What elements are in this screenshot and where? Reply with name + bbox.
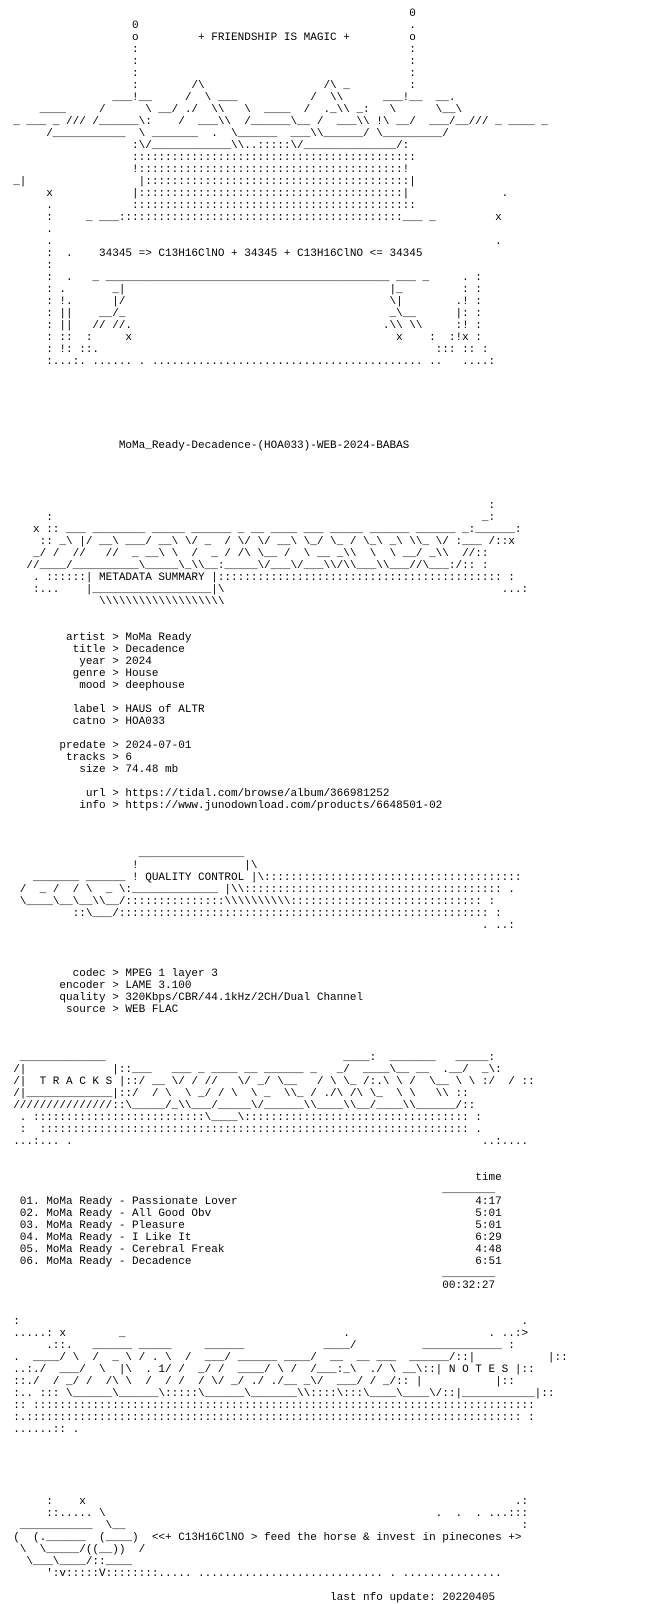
nfo-line: : . _| |_ : : — [0, 284, 482, 296]
nfo-line — [0, 1292, 648, 1304]
nfo-line — [0, 464, 648, 476]
nfo-line: ...:... . ..:.... — [0, 1136, 529, 1148]
nfo-line — [0, 1448, 648, 1460]
nfo-line: \ \_____/((__)) / — [0, 1544, 146, 1556]
nfo-line: ':v:::::V::::::::..... ............................ . ............... — [0, 1568, 502, 1580]
nfo-line: . ::::::::::::::::::::::::::::::::::::::::::: — [0, 200, 416, 212]
nfo-line: ___________ \__ : — [0, 1520, 529, 1532]
nfo-line: ____ / \ __/ ./ \\ \ ____ / ._\\ _: \ \__\ — [0, 104, 463, 116]
nfo-line: . . — [0, 236, 502, 248]
nfo-line: : /\ /\ _ : — [0, 80, 416, 92]
nfo-line: :: :::::::::::::::::::::::::::::::::::::::::::::::::::::::::::::::::::::::::::: — [0, 1400, 535, 1412]
nfo-line — [0, 368, 648, 380]
nfo-line: ::::::::::::::::::::::::::::::::::::::::::: — [0, 152, 416, 164]
nfo-line: quality > 320Kbps/CBR/44.1kHz/2CH/Dual Channel — [0, 992, 364, 1004]
nfo-line: . — [0, 224, 53, 236]
nfo-line: 01. MoMa Ready - Passionate Lover 4:17 — [0, 1196, 502, 1208]
nfo-line: ......:: . — [0, 1424, 80, 1436]
nfo-line — [0, 1028, 648, 1040]
nfo-line: :\/____________\\..:::::\/______________/: — [0, 140, 410, 152]
nfo-line: time — [0, 1172, 502, 1184]
nfo-line — [0, 836, 648, 848]
nfo-line: _____________ ____: _______ _____: — [0, 1052, 496, 1064]
nfo-line — [0, 1160, 648, 1172]
nfo-line — [0, 1580, 648, 1592]
nfo-line: .::. ______ _____ ______ ____/ ____________ : — [0, 1340, 515, 1352]
nfo-line — [0, 476, 648, 488]
nfo-line — [0, 380, 648, 392]
nfo-line — [0, 1148, 648, 1160]
nfo-line: : : — [0, 44, 416, 56]
nfo-line: : || // //. .\\ \\ :! : — [0, 320, 482, 332]
nfo-line — [0, 620, 648, 632]
nfo-line: _| |::::::::::::::::::::::::::::::::::::::::| — [0, 176, 416, 188]
nfo-line — [0, 824, 648, 836]
nfo-line: mood > deephouse — [0, 680, 185, 692]
nfo-line — [0, 1436, 648, 1448]
nfo-line — [0, 944, 648, 956]
nfo-line: .....: x _ . . ..:> — [0, 1328, 529, 1340]
nfo-line: 00:32:27 — [0, 1280, 496, 1292]
nfo-line: : — [0, 260, 53, 272]
nfo-line — [0, 956, 648, 968]
nfo-line — [0, 1040, 648, 1052]
nfo-line: x |::::::::::::::::::::::::::::::::::::::::| . — [0, 188, 509, 200]
nfo-line: source > WEB FLAC — [0, 1004, 179, 1016]
nfo-line: /___________ \ _______ . \______ ___\\______/ \_________/ — [0, 128, 449, 140]
nfo-line: 0 — [0, 8, 416, 20]
nfo-line: /| T R A C K S |::/ __ \/ / // \/ _/ \__ / \ \_ /:.\ \ / \__ \ \ :/ / :: — [0, 1076, 535, 1088]
nfo-line: . ::::::::::::::::::::::::::\____\:::::::::::::::::::::::::::::::::: : — [0, 1112, 482, 1124]
nfo-line: encoder > LAME 3.100 — [0, 980, 192, 992]
nfo-line: genre > House — [0, 668, 159, 680]
nfo-line: 0 . — [0, 20, 416, 32]
nfo-line: artist > MoMa Ready — [0, 632, 192, 644]
nfo-line: label > HAUS of ALTR — [0, 704, 205, 716]
nfo-line: : ::::::::::::::::::::::::::::::::::::::::::::::::::::::::::::::::: . — [0, 1124, 482, 1136]
nfo-line: : : — [0, 56, 416, 68]
nfo-line: title > Decadence — [0, 644, 185, 656]
nfo-line: last nfo update: 20220405 — [0, 1592, 496, 1604]
nfo-line: predate > 2024-07-01 — [0, 740, 192, 752]
nfo-line — [0, 1304, 648, 1316]
nfo-line: o + FRIENDSHIP IS MAGIC + o — [0, 32, 416, 44]
nfo-line: ( (.______ (____) <<+ C13H16ClNO > feed the horse & invest in pinecones +> — [0, 1532, 522, 1544]
nfo-line — [0, 404, 648, 416]
nfo-line — [0, 692, 648, 704]
nfo-line: : — [0, 500, 496, 512]
nfo-line — [0, 1472, 648, 1484]
nfo-line — [0, 1484, 648, 1496]
nfo-line: /|_____________|::/ / \ \ _/ / \ \ _ \\_ / ./\ /\ \_ \ \ \\ :: — [0, 1088, 469, 1100]
nfo-line: . ::::::| METADATA SUMMARY |::::::::::::::::::::::::::::::::::::::::::: : — [0, 572, 515, 584]
nfo-line: ________ — [0, 1184, 496, 1196]
nfo-line — [0, 1460, 648, 1472]
nfo-line: //____/__________\_____\_\\__:_____\/___\/___\\/\\___\\___//\___:/:: : — [0, 560, 489, 572]
nfo-line: / _ / / \ _ \:_____________ |\\::::::::::::::::::::::::::::::::::::::: . — [0, 884, 515, 896]
nfo-line: 02. MoMa Ready - All Good Obv 5:01 — [0, 1208, 502, 1220]
nfo-line: _/ / // // _ __\ \ / _ / /\ \__ / \ __ _\\ \ \ __/ _\\ //:: — [0, 548, 489, 560]
nfo-line: \\\\\\\\\\\\\\\\\\\ — [0, 596, 225, 608]
nfo-line: year > 2024 — [0, 656, 152, 668]
nfo-line: :: _\ |/ __\ ___/ __\ \/ _ / \/ \/ __\ \_/ \_ / \_\ _\ \\_ \/ :___ /::x — [0, 536, 515, 548]
nfo-line: codec > MPEG 1 layer 3 — [0, 968, 218, 980]
nfo-text-block — [0, 8, 648, 1604]
nfo-line — [0, 608, 648, 620]
nfo-line: url > https://tidal.com/browse/album/366981252 — [0, 788, 390, 800]
nfo-line: _ ___ _ /// /______\: / ___\\ /______\__ / ___\\ !\ __/ ___/__/// _ ____ _ — [0, 116, 548, 128]
nfo-line: ________________ — [0, 848, 245, 860]
nfo-line: 03. MoMa Ready - Pleasure 5:01 — [0, 1220, 502, 1232]
nfo-line: :.. ::: \______\______\:::::\______\_______\\::::\:::\____\____\/::|___________|:: — [0, 1388, 555, 1400]
nfo-line: : !: ::. ::: :: : — [0, 344, 489, 356]
nfo-line: size > 74.48 mb — [0, 764, 179, 776]
nfo-line: : _ ___:::::::::::::::::::::::::::::::::::::::::::___ _ x — [0, 212, 502, 224]
nfo-line: ::\___/:::::::::::::::::::::::::::::::::::::::::::::::::::::::: : — [0, 908, 502, 920]
nfo-line: catno > HOA033 — [0, 716, 166, 728]
nfo-line: : . _ ___________________________________________ ___ _ . : — [0, 272, 482, 284]
nfo-line: ________ — [0, 1268, 496, 1280]
nfo-line: ..:./ ___/ \ |\ . 1/ / _/ / ____/ \ / /___:_\ ./ \ __\::| N O T E S |:: — [0, 1364, 535, 1376]
nfo-line — [0, 1016, 648, 1028]
nfo-line — [0, 488, 648, 500]
nfo-line: ! |\ — [0, 860, 258, 872]
nfo-line: 04. MoMa Ready - I Like It 6:29 — [0, 1232, 502, 1244]
nfo-line: ///////////////::\_____/_\\___/_____\/______\\____\\__/____\\______/:: — [0, 1100, 476, 1112]
nfo-line — [0, 728, 648, 740]
nfo-line: ::..... \ . . . ...::: — [0, 1508, 529, 1520]
nfo-line: : . 34345 => C13H16ClNO + 34345 + C13H16ClNO <= 34345 — [0, 248, 423, 260]
nfo-line: :.::::::::::::::::::::::::::::::::::::::::::::::::::::::::::::::::::::::::::: : — [0, 1412, 535, 1424]
nfo-line: \___\____/::____ — [0, 1556, 133, 1568]
nfo-line: : : — [0, 68, 416, 80]
nfo-line — [0, 452, 648, 464]
nfo-line: _______ ______ ! QUALITY CONTROL |\::::::::::::::::::::::::::::::::::::::: — [0, 872, 522, 884]
nfo-line: . ____/ \ / _ \ / . \ / ___/ ______ ____/ __ __ ___ ______/::| |:: — [0, 1352, 568, 1364]
nfo-line: : . — [0, 1316, 529, 1328]
nfo-line: 05. MoMa Ready - Cerebral Freak 4:48 — [0, 1244, 502, 1256]
nfo-line: :... |__________________|\ ...: — [0, 584, 529, 596]
nfo-line: : !. |/ \| .! : — [0, 296, 482, 308]
nfo-line — [0, 416, 648, 428]
nfo-line: : x .: — [0, 1496, 529, 1508]
nfo-line — [0, 812, 648, 824]
nfo-line — [0, 392, 648, 404]
nfo-line: ::./ / _/ / /\ \ / / / / \/ _/ ./ ./__ _\/ ___/ / _/:: | |:: — [0, 1376, 515, 1388]
nfo-line — [0, 932, 648, 944]
nfo-line: info > https://www.junodownload.com/products/6648501-02 — [0, 800, 443, 812]
nfo-line — [0, 776, 648, 788]
nfo-line: /| |::___ ___ _ ____ __ ______ _ _/ ____\__ __ .__/ _\: — [0, 1064, 502, 1076]
nfo-line: x :: ___ ________ _____ ______ _ __ ____ ___ _____ ______ ______ _:______: — [0, 524, 522, 536]
nfo-line: . ..: — [0, 920, 515, 932]
nfo-line: ___!__ / \ ___ / \\ ___!__ __. — [0, 92, 456, 104]
nfo-line: :...:. ...... . ......................................... .. ....: — [0, 356, 496, 368]
nfo-line: 06. MoMa Ready - Decadence 6:51 — [0, 1256, 502, 1268]
nfo-line: MoMa_Ready-Decadence-(HOA033)-WEB-2024-BABAS — [0, 440, 410, 452]
nfo-line: !::::::::::::::::::::::::::::::::::::::::! — [0, 164, 410, 176]
nfo-line — [0, 428, 648, 440]
nfo-line: \____\__\__\\__/:::::::::::::::\\\\\\\\\\::::::::::::::::::::::::::::: : — [0, 896, 496, 908]
nfo-line: : :: : x x : :!x : — [0, 332, 482, 344]
nfo-line: : || __/_ _\__ |: : — [0, 308, 482, 320]
nfo-line: tracks > 6 — [0, 752, 133, 764]
nfo-line: : _: — [0, 512, 496, 524]
